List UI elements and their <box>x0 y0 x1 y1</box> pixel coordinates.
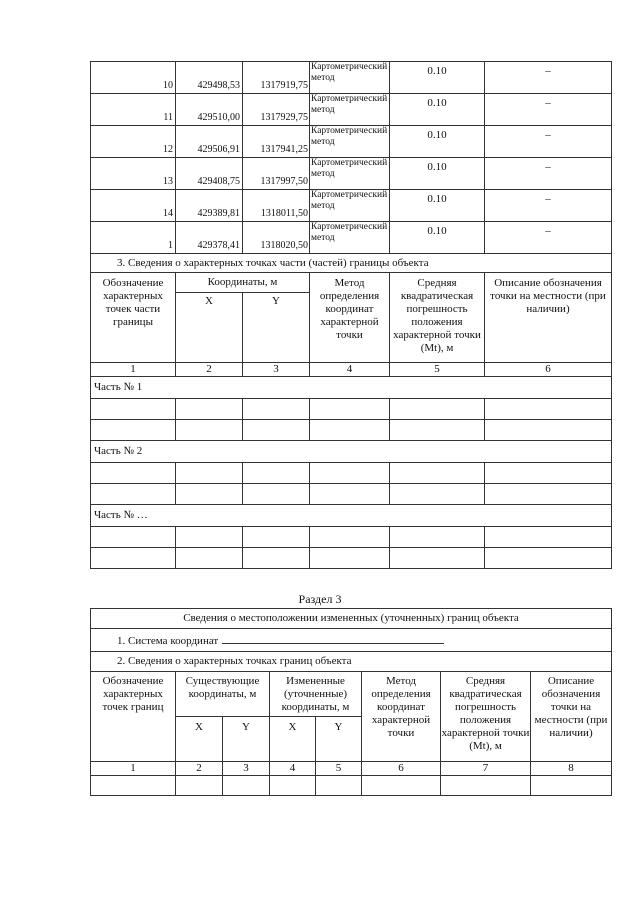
empty-cell <box>310 527 390 548</box>
table-row <box>91 222 612 254</box>
coord-system-blank <box>222 633 444 644</box>
header-changed-y: Y <box>316 717 362 762</box>
coord-x: 429389,81 <box>176 190 243 222</box>
column-number: 5 <box>390 363 485 377</box>
coord-x: 429498,53 <box>176 62 243 94</box>
coord-x: 429510,00 <box>176 94 243 126</box>
part-label: Часть № 1 <box>91 377 612 399</box>
method: Картометрический метод <box>310 126 390 158</box>
empty-cell <box>531 776 612 796</box>
point-description: – <box>485 158 612 190</box>
empty-cell <box>223 776 270 796</box>
empty-cell <box>91 776 176 796</box>
coord-y: 1318011,50 <box>243 190 310 222</box>
empty-cell <box>485 527 612 548</box>
section3-heading: 3. Сведения о характерных точках части (частей) границы объекта <box>91 254 612 273</box>
column-number: 1 <box>91 363 176 377</box>
mt-value: 0.10 <box>390 190 485 222</box>
column-number: 6 <box>362 762 441 776</box>
empty-cell <box>390 484 485 505</box>
empty-cell <box>390 527 485 548</box>
column-number: 3 <box>243 363 310 377</box>
empty-cell <box>91 527 176 548</box>
header-x: X <box>176 293 243 363</box>
empty-cell <box>390 399 485 420</box>
point-description: – <box>485 222 612 254</box>
coord-x: 429506,91 <box>176 126 243 158</box>
empty-cell <box>176 399 243 420</box>
coord-system-label: 1. Система координат <box>117 634 219 647</box>
bottom-table-title: Сведения о местоположении измененных (уточненных) границ объекта <box>91 609 612 629</box>
header-method: Метод определения координат характерной точки <box>310 273 390 363</box>
column-number: 6 <box>485 363 612 377</box>
point-number: 11 <box>91 94 176 126</box>
method: Картометрический метод <box>310 190 390 222</box>
empty-cell <box>441 776 531 796</box>
empty-cell <box>176 420 243 441</box>
empty-cell <box>485 463 612 484</box>
column-number: 7 <box>441 762 531 776</box>
empty-cell <box>91 484 176 505</box>
header-changed-coords: Измененные (уточненные) координаты, м <box>270 672 362 717</box>
column-number: 3 <box>223 762 270 776</box>
point-description: – <box>485 62 612 94</box>
empty-cell <box>310 463 390 484</box>
table-row <box>91 158 612 190</box>
header-point-designation: Обозначение характерных точек границ <box>91 672 176 762</box>
empty-cell <box>243 420 310 441</box>
column-number: 1 <box>91 762 176 776</box>
empty-cell <box>176 776 223 796</box>
header-method: Метод определения координат характерной точки <box>362 672 441 762</box>
header-description: Описание обозначения точки на местности (при наличии) <box>531 672 612 762</box>
empty-cell <box>243 463 310 484</box>
empty-row <box>91 420 612 441</box>
empty-cell <box>91 420 176 441</box>
header-description: Описание обозначения точки на местности (при наличии) <box>485 273 612 363</box>
empty-cell <box>243 527 310 548</box>
point-number: 13 <box>91 158 176 190</box>
empty-cell <box>270 776 316 796</box>
empty-cell <box>390 548 485 569</box>
header-mt: Средняя квадратическая погрешность положения характерной точки (Mt), м <box>390 273 485 363</box>
coord-y: 1318020,50 <box>243 222 310 254</box>
table-row <box>91 62 612 94</box>
method: Картометрический метод <box>310 94 390 126</box>
table-row <box>91 126 612 158</box>
column-number: 2 <box>176 762 223 776</box>
header-mt: Средняя квадратическая погрешность положения характерной точки (Mt), м <box>441 672 531 762</box>
column-number: 8 <box>531 762 612 776</box>
column-number: 2 <box>176 363 243 377</box>
header-y: Y <box>243 293 310 363</box>
points-heading: 2. Сведения о характерных точках границ объекта <box>91 652 612 672</box>
coord-y: 1317919,75 <box>243 62 310 94</box>
method: Картометрический метод <box>310 62 390 94</box>
column-number: 4 <box>270 762 316 776</box>
empty-cell <box>485 420 612 441</box>
header-existing-coords: Существующие координаты, м <box>176 672 270 717</box>
empty-cell <box>176 484 243 505</box>
method: Картометрический метод <box>310 158 390 190</box>
coord-system-row <box>91 629 612 652</box>
point-number: 10 <box>91 62 176 94</box>
empty-row <box>91 399 612 420</box>
empty-cell <box>310 484 390 505</box>
empty-cell <box>243 399 310 420</box>
empty-cell <box>485 484 612 505</box>
empty-cell <box>176 527 243 548</box>
empty-cell <box>91 399 176 420</box>
part-label: Часть № … <box>91 505 612 527</box>
empty-cell <box>362 776 441 796</box>
point-number: 1 <box>91 222 176 254</box>
header-existing-y: Y <box>223 717 270 762</box>
point-description: – <box>485 94 612 126</box>
part-label: Часть № 2 <box>91 441 612 463</box>
empty-cell <box>243 484 310 505</box>
column-number: 5 <box>316 762 362 776</box>
column-number: 4 <box>310 363 390 377</box>
empty-cell <box>176 463 243 484</box>
table-row <box>91 94 612 126</box>
empty-row <box>91 463 612 484</box>
coord-y: 1317941,25 <box>243 126 310 158</box>
empty-row <box>91 527 612 548</box>
point-number: 14 <box>91 190 176 222</box>
header-changed-x: X <box>270 717 316 762</box>
empty-cell <box>91 463 176 484</box>
section-title: Раздел 3 <box>298 592 342 606</box>
empty-row <box>91 548 612 569</box>
empty-cell <box>390 463 485 484</box>
empty-cell <box>310 420 390 441</box>
coordinates-table <box>90 61 612 569</box>
mt-value: 0.10 <box>390 222 485 254</box>
point-description: – <box>485 126 612 158</box>
method: Картометрический метод <box>310 222 390 254</box>
empty-cell <box>310 548 390 569</box>
empty-cell <box>390 420 485 441</box>
point-number: 12 <box>91 126 176 158</box>
changed-boundaries-table <box>90 608 612 796</box>
empty-cell <box>485 399 612 420</box>
point-description: – <box>485 190 612 222</box>
header-coordinates: Координаты, м <box>176 273 310 293</box>
coord-y: 1317929,75 <box>243 94 310 126</box>
mt-value: 0.10 <box>390 62 485 94</box>
coord-y: 1317997,50 <box>243 158 310 190</box>
table-row <box>91 190 612 222</box>
empty-cell <box>243 548 310 569</box>
empty-cell <box>91 548 176 569</box>
coord-x: 429378,41 <box>176 222 243 254</box>
empty-cell <box>310 399 390 420</box>
empty-cell <box>485 548 612 569</box>
header-existing-x: X <box>176 717 223 762</box>
empty-cell <box>316 776 362 796</box>
mt-value: 0.10 <box>390 94 485 126</box>
empty-cell <box>176 548 243 569</box>
mt-value: 0.10 <box>390 126 485 158</box>
coord-x: 429408,75 <box>176 158 243 190</box>
empty-row <box>91 484 612 505</box>
mt-value: 0.10 <box>390 158 485 190</box>
header-point-designation: Обозначение характерных точек части границы <box>91 273 176 363</box>
